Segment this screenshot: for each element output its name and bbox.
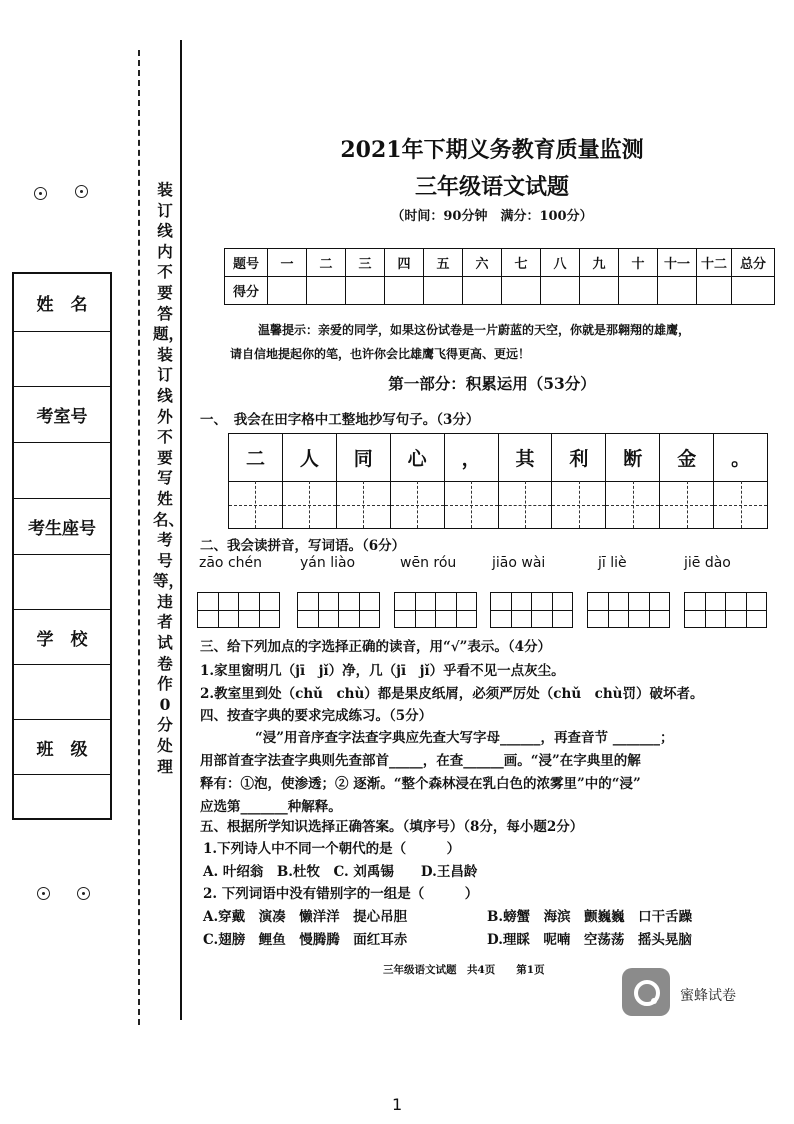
score-cell[interactable]	[541, 277, 580, 305]
score-cell[interactable]	[732, 277, 775, 305]
column-header: 八	[541, 249, 580, 277]
word-writing-box[interactable]	[684, 592, 767, 628]
row-label: 题号	[225, 249, 268, 277]
column-header: 总分	[732, 249, 775, 277]
writing-cell[interactable]	[229, 481, 282, 528]
grid-cell	[391, 434, 445, 528]
q1-text: 一、 我会在田字格中工整地抄写句子。（3分）	[200, 412, 480, 428]
page-footer: 三年级语文试题 共4页 第1页	[383, 964, 545, 976]
score-cell[interactable]	[385, 277, 424, 305]
column-header: 四	[385, 249, 424, 277]
room-label: 考室号	[14, 387, 110, 443]
score-cell[interactable]	[463, 277, 502, 305]
word-writing-box[interactable]	[197, 592, 280, 628]
score-cell[interactable]	[268, 277, 307, 305]
word-writing-box[interactable]	[297, 592, 380, 628]
grid-cell	[283, 434, 337, 528]
name-label: 姓 名	[14, 274, 110, 332]
word-writing-box[interactable]	[394, 592, 477, 628]
grid-char: 人	[283, 434, 336, 482]
seat-label: 考生座号	[14, 499, 110, 555]
part1-heading: 第一部分：积累运用（53分）	[388, 374, 596, 393]
pinyin-5: jī liè	[598, 555, 627, 571]
pinyin-4: jiāo wài	[492, 555, 546, 571]
column-header: 五	[424, 249, 463, 277]
score-cell[interactable]	[619, 277, 658, 305]
score-cell[interactable]	[580, 277, 619, 305]
writing-cell[interactable]	[337, 481, 390, 528]
q5-option-a: A.穿戴 演凑 懒洋洋 提心吊胆	[203, 909, 408, 925]
q4-line-4: 应选第_______种解释。	[200, 799, 342, 815]
seat-field[interactable]	[14, 555, 110, 610]
score-cell[interactable]	[346, 277, 385, 305]
column-header: 七	[502, 249, 541, 277]
word-writing-box[interactable]	[490, 592, 573, 628]
grid-cell	[445, 434, 499, 528]
grid-cell	[499, 434, 553, 528]
binding-notice: 装订线内不要答题，装订线外不要写姓名、考号等，违者试卷作0分处理	[153, 180, 185, 776]
q5-sub-2: 2. 下列词语中没有错别字的一组是（ ）	[203, 886, 479, 902]
column-header: 六	[463, 249, 502, 277]
grid-char: 金	[660, 434, 713, 482]
column-header: 十一	[658, 249, 697, 277]
binding-solid-line	[180, 40, 182, 1020]
school-field[interactable]	[14, 665, 110, 720]
score-row-numbers	[225, 249, 775, 277]
writing-cell[interactable]	[283, 481, 336, 528]
binding-hole-icon	[75, 185, 88, 198]
column-header: 九	[580, 249, 619, 277]
grid-char: ，	[445, 434, 498, 482]
class-field[interactable]	[14, 775, 110, 820]
class-label: 班 级	[14, 720, 110, 775]
score-row-scores	[225, 277, 775, 305]
q3-text: 三、给下列加点的字选择正确的读音，用“√”表示。（4分）	[200, 639, 552, 655]
grid-char: 心	[391, 434, 444, 482]
name-field[interactable]	[14, 332, 110, 387]
score-table	[224, 248, 775, 305]
q4-line-1: “浸”用音序查字法查字典应先查大写字母______，再查音节 _______；	[255, 730, 674, 746]
pinyin-6: jiē dào	[684, 555, 731, 571]
tip-line-1: 温馨提示：亲爱的同学，如果这份试卷是一片蔚蓝的天空，你就是那翱翔的雄鹰，	[258, 323, 691, 337]
student-info-box	[12, 272, 112, 820]
column-header: 三	[346, 249, 385, 277]
grid-cell	[552, 434, 606, 528]
grid-char: 其	[499, 434, 552, 482]
q3-item-1: 1.家里窗明几（jī jǐ）净，几（jī jǐ）乎看不见一点灰尘。	[200, 663, 565, 679]
q4-line-3: 释有：①泡，使渗透；② 逐渐。“整个森林浸在乳白色的浓雾里”中的“浸”	[200, 776, 641, 792]
tip-line-2: 请自信地提起你的笔，也许你会比雄鹰飞得更高、更远！	[230, 347, 531, 361]
grid-char: 利	[552, 434, 605, 482]
grid-cell	[714, 434, 767, 528]
grid-cell	[229, 434, 283, 528]
writing-cell[interactable]	[660, 481, 713, 528]
pinyin-1: zāo chén	[199, 555, 262, 571]
binding-hole-icon	[77, 887, 90, 900]
column-header: 一	[268, 249, 307, 277]
tip-box	[230, 318, 778, 366]
score-cell[interactable]	[307, 277, 346, 305]
watermark-logo-icon	[622, 968, 670, 1016]
pinyin-3: wēn róu	[400, 555, 457, 571]
binding-hole-icon	[34, 187, 47, 200]
grid-cell	[660, 434, 714, 528]
grid-char: 。	[714, 434, 767, 482]
writing-cell[interactable]	[391, 481, 444, 528]
grid-char: 二	[229, 434, 282, 482]
grid-char: 断	[606, 434, 659, 482]
score-cell[interactable]	[697, 277, 732, 305]
grid-char: 同	[337, 434, 390, 482]
score-cell[interactable]	[424, 277, 463, 305]
writing-cell[interactable]	[714, 481, 767, 528]
copy-grid[interactable]	[228, 433, 768, 529]
column-header: 二	[307, 249, 346, 277]
column-header: 十二	[697, 249, 732, 277]
pinyin-2: yán liào	[300, 555, 356, 571]
q3-item-2: 2.教室里到处（chǔ chù）都是果皮纸屑，必须严厉处（chǔ chù罚）破坏者。	[200, 686, 704, 702]
q4-text: 四、按查字典的要求完成练习。（5分）	[200, 708, 433, 724]
room-field[interactable]	[14, 443, 110, 499]
exam-title: 2021年下期义务教育质量监测	[340, 137, 644, 163]
q5-option-b: B.螃蟹 海滨 颤巍巍 口干舌躁	[487, 909, 693, 925]
grid-cell	[606, 434, 660, 528]
binding-dash-line	[138, 50, 140, 1025]
writing-cell[interactable]	[445, 481, 498, 528]
q5-option-c: C.翅膀 鲤鱼 慢腾腾 面红耳赤	[203, 932, 408, 948]
word-writing-box[interactable]	[587, 592, 670, 628]
q5-sub-1: 1.下列诗人中不同一个朝代的是（ ）	[203, 841, 461, 857]
school-label: 学 校	[14, 610, 110, 665]
writing-cell[interactable]	[606, 481, 659, 528]
watermark-text: 蜜蜂试卷	[680, 988, 736, 1004]
row-label: 得分	[225, 277, 268, 305]
grid-cell	[337, 434, 391, 528]
page-number: 1	[392, 1095, 403, 1114]
writing-cell[interactable]	[552, 481, 605, 528]
q5-option-d: D.理睬 呢喃 空荡荡 摇头晃脑	[487, 932, 692, 948]
q4-line-2: 用部首查字法查字典则先查部首_____，在查______画。“浸”在字典里的解	[200, 753, 641, 769]
writing-cell[interactable]	[499, 481, 552, 528]
q5-text: 五、根据所学知识选择正确答案。（填序号）（8分，每小题2分）	[200, 819, 584, 835]
exam-subtitle: 三年级语文试题	[414, 174, 569, 200]
q5-sub-1-options: A. 叶绍翁 B.杜牧 C. 刘禹锡 D.王昌龄	[203, 864, 478, 880]
binding-hole-icon	[37, 887, 50, 900]
score-cell[interactable]	[502, 277, 541, 305]
exam-time-info: （时间：90分钟 满分：100分）	[391, 209, 593, 224]
column-header: 十	[619, 249, 658, 277]
q2-text: 二、我会读拼音，写词语。（6分）	[200, 538, 406, 554]
score-cell[interactable]	[658, 277, 697, 305]
